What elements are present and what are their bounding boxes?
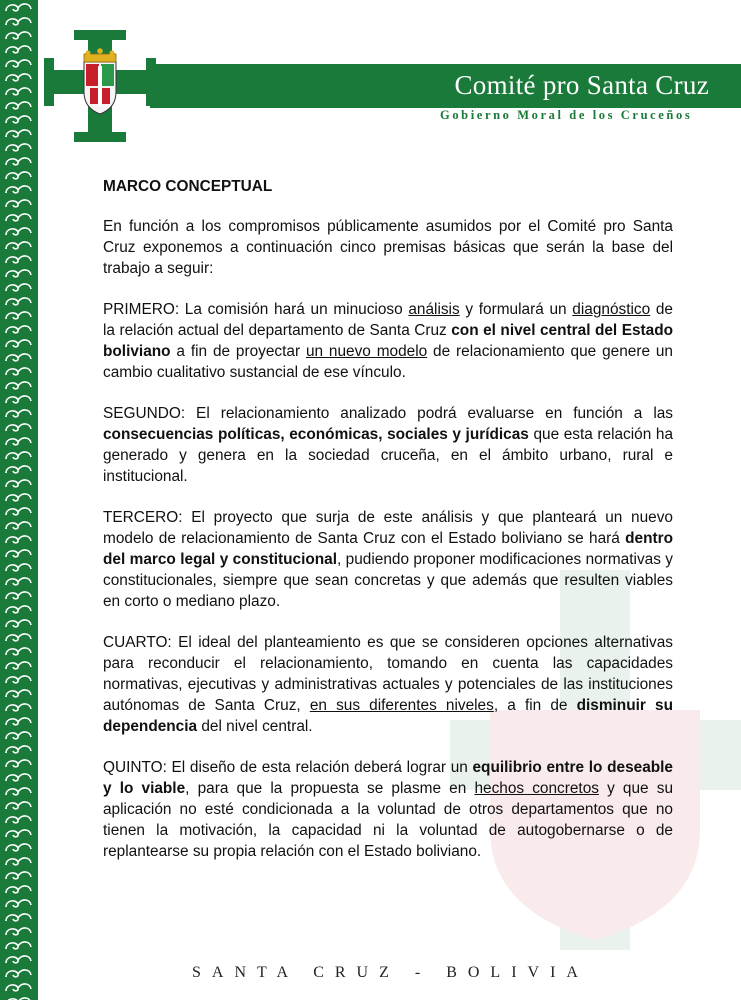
text-run: SEGUNDO: El relacionamiento analizado podrá evaluarse en función a las (103, 405, 673, 422)
text-run: TERCERO: El proyecto que surja de este análisis y que planteará un nuevo modelo de relacionamiento de Santa Cruz con el Estado boliviano se hará (103, 509, 673, 547)
underlined-text: hechos concretos (474, 780, 599, 797)
bold-text: equilibrio entre lo deseable y lo viable (103, 759, 673, 797)
premise-third-paragraph (103, 507, 673, 612)
underlined-text: un nuevo modelo (305, 343, 428, 360)
premise-first-paragraph (103, 299, 673, 383)
text-run: , a fin de (493, 697, 577, 714)
text-run: del nivel central. (197, 718, 313, 735)
bold-text: consecuencias políticas, económicas, sociales y jurídicas (103, 426, 529, 443)
bold-text: dentro del marco legal y constitucional (103, 530, 673, 568)
organization-title: Comité pro Santa Cruz (454, 70, 709, 100)
text-run: y formulará un (459, 301, 573, 318)
underlined-text: en sus diferentes niveles (309, 697, 494, 714)
header-band (150, 64, 741, 108)
text-run: , para que la propuesta se plasme en (185, 780, 475, 797)
document-heading: MARCO CONCEPTUAL (103, 178, 273, 195)
underlined-text: análisis (408, 301, 460, 318)
bold-text: con el nivel central del Estado boliviano (103, 322, 674, 360)
document-body (103, 176, 673, 882)
organization-subtitle: Gobierno Moral de los Cruceños (440, 108, 693, 122)
text-run: CUARTO: El ideal del planteamiento es que se consideren opciones alternativas para reconducir el relacionamiento, tomando en cuenta las capacidades normativas, ejecutivas y administrativas actuales y potenciales de las instituciones autónomas de Santa Cruz, (103, 634, 673, 714)
santa-cruz-cross-emblem-icon (44, 30, 156, 142)
premise-fourth-paragraph (103, 632, 673, 737)
premise-second-paragraph (103, 403, 673, 487)
greek-wave-border-icon (0, 0, 38, 1000)
underlined-text: diagnóstico (572, 301, 651, 318)
premise-fifth-paragraph (103, 757, 673, 862)
text-run: , pudiendo proponer modificaciones normativas y constitucionales, siempre que sean concretas y que además que resulten viables en corto o mediano plazo. (103, 551, 673, 610)
side-border-stripe (0, 0, 38, 1000)
text-run: de la relación actual del departamento de Santa Cruz (103, 301, 673, 339)
text-run: que esta relación ha generado y genera en la sociedad cruceña, en el ámbito urbano, rural e institucional. (103, 426, 673, 485)
footer-location: SANTA CRUZ - BOLIVIA (192, 964, 589, 981)
text-run: y que su aplicación no esté condicionada a la voluntad de otros departamentos que no tienen la motivación, la capacidad ni la voluntad de autogobernarse o de replantearse su propia relación con el Estado boliviano. (103, 780, 673, 860)
bold-text: disminuir su dependencia (103, 697, 673, 735)
text-run: PRIMERO: La comisión hará un minucioso (103, 301, 409, 318)
text-run: QUINTO: El diseño de esta relación deberá lograr un (103, 759, 473, 776)
intro-paragraph: En función a los compromisos públicamente asumidos por el Comité pro Santa Cruz exponemos a continuación cinco premisas básicas que serán la base del trabajo a seguir: (103, 218, 673, 277)
text-run: a fin de proyectar (170, 343, 306, 360)
text-run: de relacionamiento que genere un cambio cualitativo sustancial de ese vínculo. (103, 343, 673, 381)
